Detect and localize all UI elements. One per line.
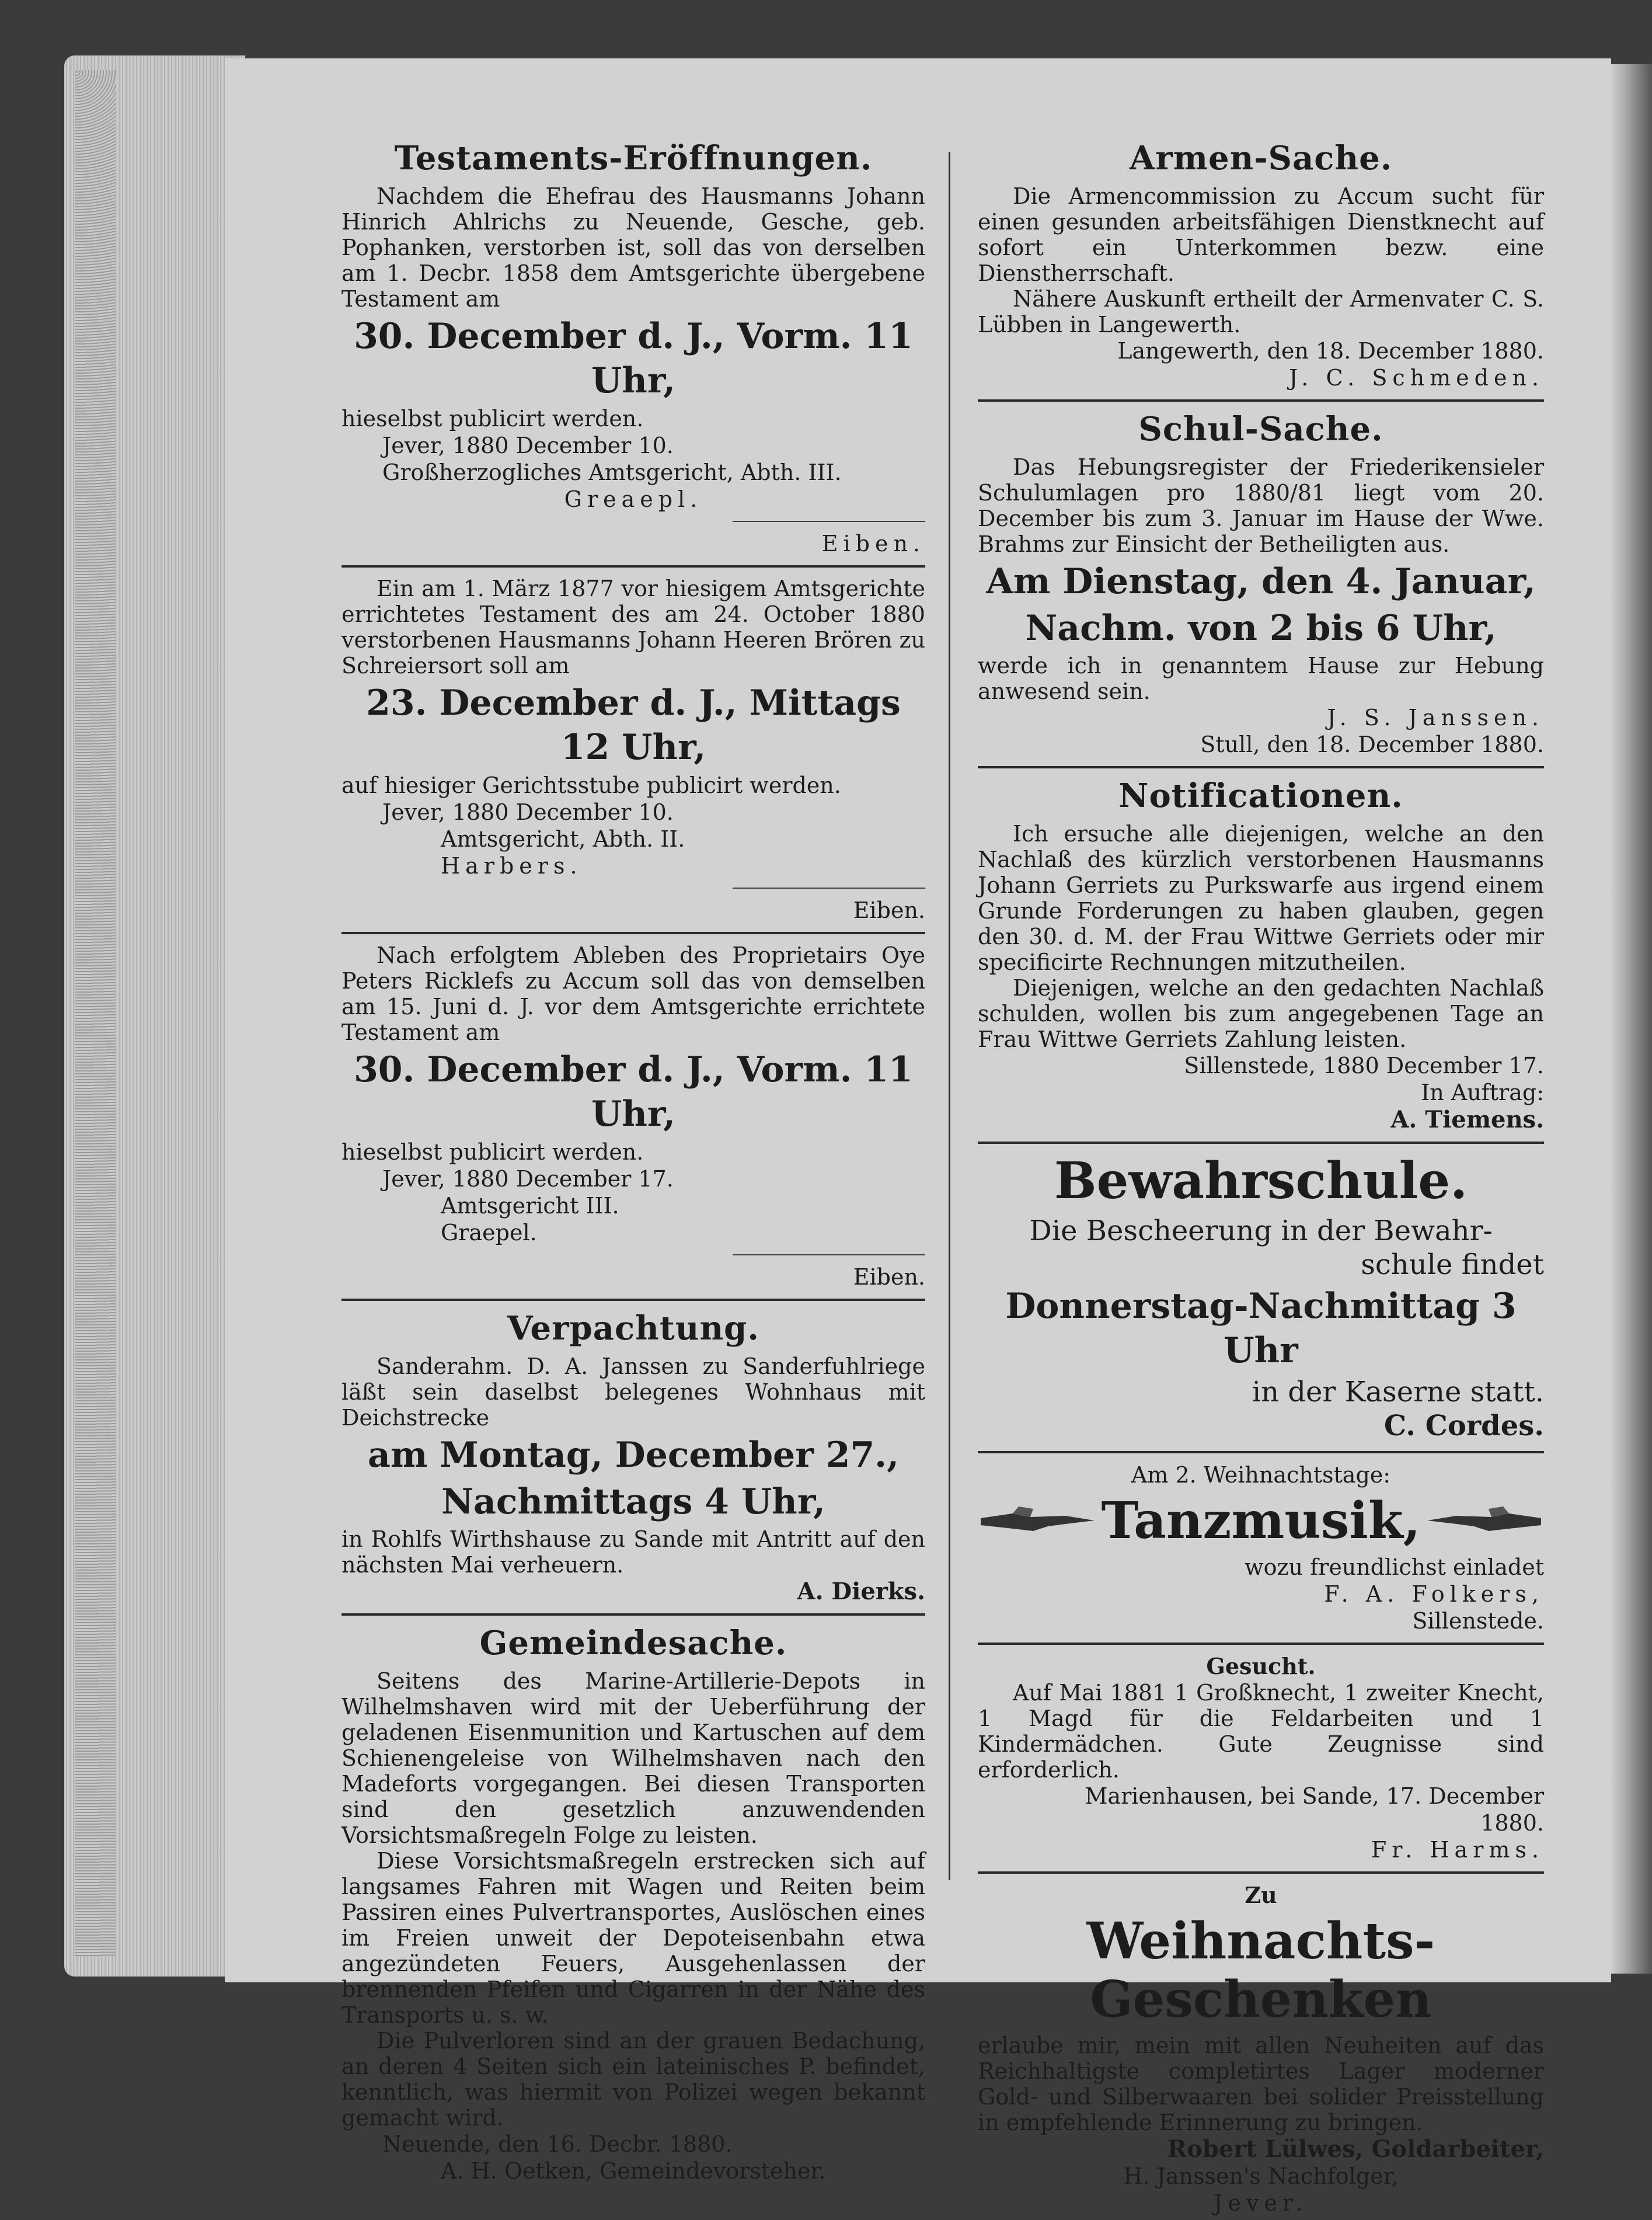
notice2-after: auf hiesiger Gerichtsstube publicirt werden. xyxy=(341,773,841,798)
notice2-body: Ein am 1. März 1877 vor hiesigem Amtsgerichte errichtetes Testament des am 24. October 1880 verstorbenen Hausmanns Johann Heeren Brören zu Schreiersort soll am xyxy=(341,576,925,678)
schul-body: Das Hebungsregister der Friederikensieler Schulumlagen pro 1880/81 liegt vom 20. December bis zum 3. Januar im Hause der Wwe. Brahms zur Einsicht der Betheiligten aus. xyxy=(978,454,1544,557)
tanz-headline xyxy=(978,1488,1544,1554)
bewahr-signature: C. Cordes. xyxy=(1383,1410,1544,1442)
section-rule xyxy=(978,1142,1544,1144)
tanz-title: Tanzmusik, xyxy=(1101,1491,1421,1550)
notif-signature: A. Tiemens. xyxy=(1390,1106,1544,1133)
testament-section xyxy=(341,139,925,1290)
armen-section xyxy=(978,139,1544,391)
notif-title: Notificationen. xyxy=(1118,777,1403,815)
gesucht-signature: Fr. Harms. xyxy=(1371,1837,1544,1863)
verpachtung-title: Verpachtung. xyxy=(507,1309,759,1348)
schul-section xyxy=(978,410,1544,758)
tanz-section xyxy=(978,1462,1544,1634)
gemeinde-signature: A. H. Oetken, Gemeindevorsteher. xyxy=(441,2158,826,2184)
gemeinde-section xyxy=(341,1624,925,2184)
notice2-court: Amtsgericht, Abth. II. xyxy=(441,826,685,852)
weihnacht-signature: Robert Lülwes, Goldarbeiter, xyxy=(1167,2135,1544,2163)
section-rule xyxy=(341,932,925,934)
weihnacht-body: erlaube mir, mein mit allen Neuheiten auf das Reichhaltigste completirtes Lager moderner Gold- und Silberwaaren bei solider Preisstellung in empfehlende Erinnerung zu bringen. xyxy=(978,2033,1544,2135)
schul-signature: J. S. Janssen. xyxy=(1327,705,1544,730)
gemeinde-p3: Die Pulverloren sind an der grauen Bedachung, an deren 4 Seiten sich ein lateinisches P. befindet, kenntlich, was hiermit von Polizei wegen bekannt gemacht wird. xyxy=(341,2028,925,2131)
short-rule xyxy=(733,521,925,522)
notice3-date: 30. December d. J., Vorm. 11 Uhr, xyxy=(354,1049,913,1135)
notice1-after: hieselbst publicirt werden. xyxy=(341,406,644,432)
short-rule xyxy=(733,888,925,889)
gemeinde-title: Gemeindesache. xyxy=(479,1624,787,1662)
notice2-place: Jever, 1880 December 10. xyxy=(382,799,674,825)
notif-p2: Diejenigen, welche an den gedachten Nachlaß schulden, wollen bis zum angegebenen Tage an Frau Wittwe Gerriets Zahlung leisten. xyxy=(978,975,1544,1052)
section-rule xyxy=(978,1643,1544,1645)
verpachtung-body: Sanderahm. D. A. Janssen zu Sanderfuhlriege läßt sein daselbst belegenes Wohnhaus mit Deichstrecke xyxy=(341,1353,925,1431)
notif-section xyxy=(978,777,1544,1133)
section-rule xyxy=(341,565,925,568)
notice3-place: Jever, 1880 December 17. xyxy=(382,1166,674,1192)
armen-p2: Nähere Auskunft ertheilt der Armenvater C. S. Lübben in Langewerth. xyxy=(978,286,1544,337)
section-rule xyxy=(341,1613,925,1616)
notice2-date: 23. December d. J., Mittags 12 Uhr, xyxy=(366,683,901,768)
verpachtung-signature: A. Dierks. xyxy=(797,1578,925,1605)
facing-page-edge xyxy=(1611,64,1652,1974)
tanz-signature: F. A. Folkers, xyxy=(1324,1581,1544,1607)
section-rule xyxy=(978,766,1544,768)
weihnacht-title: Weihnachts-Geschenken xyxy=(1086,1912,1435,2029)
verpachtung-section xyxy=(341,1309,925,1605)
gemeinde-p2: Diese Vorsichtsmaßregeln erstrecken sich auf langsames Fahren mit Wagen und Reiten beim Passiren eines Pulvertransportes, Auslöschen eines im Freien unweit der Depoteisenbahn etwa angezündeten Feuers, Ausgehenlassen der brennenden Pfeifen und Cigarren in der Nähe des Transports u. s. w. xyxy=(341,1848,925,2028)
tanz-invite: wozu freundlichst einladet xyxy=(1245,1554,1544,1580)
gemeinde-p1: Seitens des Marine-Artillerie-Depots in Wilhelmshaven wird mit der Ueberführung der geladenen Eisenmunition und Kartuschen auf dem Schienengeleise von Wilhelmshaven nach den Madeforts vorgegangen. Bei diesen Transporten sind den gesetzlich anzuwendenden Vorsichtsmaßregeln Folge zu leisten. xyxy=(341,1668,925,1848)
notice1-judge: Greaepl. xyxy=(564,486,703,512)
notice2-judge: Harbers. xyxy=(441,853,583,879)
gesucht-section xyxy=(978,1653,1544,1863)
notice1-place: Jever, 1880 December 10. xyxy=(382,433,674,458)
notif-place: Sillenstede, 1880 December 17. xyxy=(1184,1053,1544,1078)
right-column xyxy=(978,134,1544,2220)
notice1-body: Nachdem die Ehefrau des Hausmanns Johann Hinrich Ahlrichs zu Neuende, Gesche, geb. Pophanken, verstorben ist, soll das von derselben am 1. Decbr. 1858 dem Amtsgerichte übergebene Testament am xyxy=(341,183,925,312)
armen-p1: Die Armencommission zu Accum sucht für einen gesunden arbeitsfähigen Dienstknecht auf sofort ein Unterkommen bezw. eine Dienstherrschaft. xyxy=(978,183,1544,286)
notice3-judge: Graepel. xyxy=(441,1220,537,1245)
bewahr-title: Bewahrschule. xyxy=(1054,1151,1468,1210)
notif-p1: Ich ersuche alle diejenigen, welche an den Nachlaß des kürzlich verstorbenen Hausmanns Johann Gerriets zu Purkswarfe aus irgend einem Grunde Forderungen zu haben glauben, gegen den 30. d. M. der Frau Wittwe Gerriets oder mir specificirte Rechnungen mitzutheilen. xyxy=(978,821,1544,975)
pointing-hand-right-icon xyxy=(978,1501,1100,1542)
schul-date1: Am Dienstag, den 4. Januar, xyxy=(986,561,1536,602)
notice1-date: 30. December d. J., Vorm. 11 Uhr, xyxy=(354,316,913,401)
tanz-place: Sillenstede. xyxy=(1412,1608,1544,1634)
section-rule xyxy=(978,399,1544,402)
weihnacht-zu: Zu xyxy=(1245,1882,1277,1908)
verpachtung-date2: Nachmittags 4 Uhr, xyxy=(441,1481,825,1522)
bewahr-section xyxy=(978,1152,1544,1443)
schul-place: Stull, den 18. December 1880. xyxy=(1200,732,1544,757)
notif-auftrag: In Auftrag: xyxy=(1421,1080,1544,1105)
schul-title: Schul-Sache. xyxy=(1138,410,1383,448)
pointing-hand-left-icon xyxy=(1421,1501,1544,1542)
armen-place: Langewerth, den 18. December 1880. xyxy=(1117,338,1544,364)
weihnacht-successor: H. Janssen's Nachfolger, xyxy=(1123,2163,1399,2189)
tanz-pre: Am 2. Weihnachtstage: xyxy=(1131,1462,1391,1488)
weihnacht-section xyxy=(978,1882,1544,2216)
bewahr-line2: schule findet xyxy=(1361,1248,1544,1281)
gesucht-body: Auf Mai 1881 1 Großknecht, 1 zweiter Knecht, 1 Magd für die Feldarbeiten und 1 Kindermädchen. Gute Zeugnisse sind erforderlich. xyxy=(978,1680,1544,1783)
bewahr-line1: Die Bescheerung in der Bewahr- xyxy=(1029,1215,1493,1247)
notice3-court: Amtsgericht III. xyxy=(441,1193,619,1219)
notice2-clerk: Eiben. xyxy=(853,897,925,923)
notice3-after: hieselbst publicirt werden. xyxy=(341,1139,644,1165)
section-rule xyxy=(978,1451,1544,1453)
notice1-court: Großherzogliches Amtsgericht, Abth. III. xyxy=(382,460,842,485)
notice3-clerk: Eiben. xyxy=(853,1264,925,1290)
weihnacht-place: Jever. xyxy=(1214,2190,1308,2216)
left-column xyxy=(341,134,925,2188)
section-rule xyxy=(978,1871,1544,1874)
notice3-body: Nach erfolgtem Ableben des Proprietairs Oye Peters Ricklefs zu Accum soll das von demselben am 15. Juni d. J. vor dem Amtsgerichte errichtete Testament am xyxy=(341,942,925,1045)
bewahr-line3: in der Kaserne statt. xyxy=(1252,1376,1544,1408)
gesucht-title: Gesucht. xyxy=(1206,1653,1316,1679)
gesucht-place: Marienhausen, bei Sande, 17. December 1880. xyxy=(1085,1783,1544,1836)
short-rule xyxy=(733,1254,925,1255)
column-divider xyxy=(949,152,950,1880)
book-cover-edge xyxy=(75,70,116,1956)
armen-title: Armen-Sache. xyxy=(1129,139,1393,178)
bewahr-date: Donnerstag-Nachmittag 3 Uhr xyxy=(1005,1286,1517,1371)
schul-date2: Nachm. von 2 bis 6 Uhr, xyxy=(1025,608,1497,649)
gemeinde-place: Neuende, den 16. Decbr. 1880. xyxy=(382,2131,733,2157)
notice1-clerk: Eiben. xyxy=(821,531,925,556)
section-rule xyxy=(341,1299,925,1301)
armen-signature: J. C. Schmeden. xyxy=(1289,365,1544,391)
verpachtung-after: in Rohlfs Wirthshause zu Sande mit Antritt auf den nächsten Mai verheuern. xyxy=(341,1526,925,1578)
verpachtung-date1: am Montag, December 27., xyxy=(368,1435,899,1476)
testament-title: Testaments-Eröffnungen. xyxy=(394,139,873,178)
schul-after: werde ich in genanntem Hause zur Hebung anwesend sein. xyxy=(978,653,1544,704)
